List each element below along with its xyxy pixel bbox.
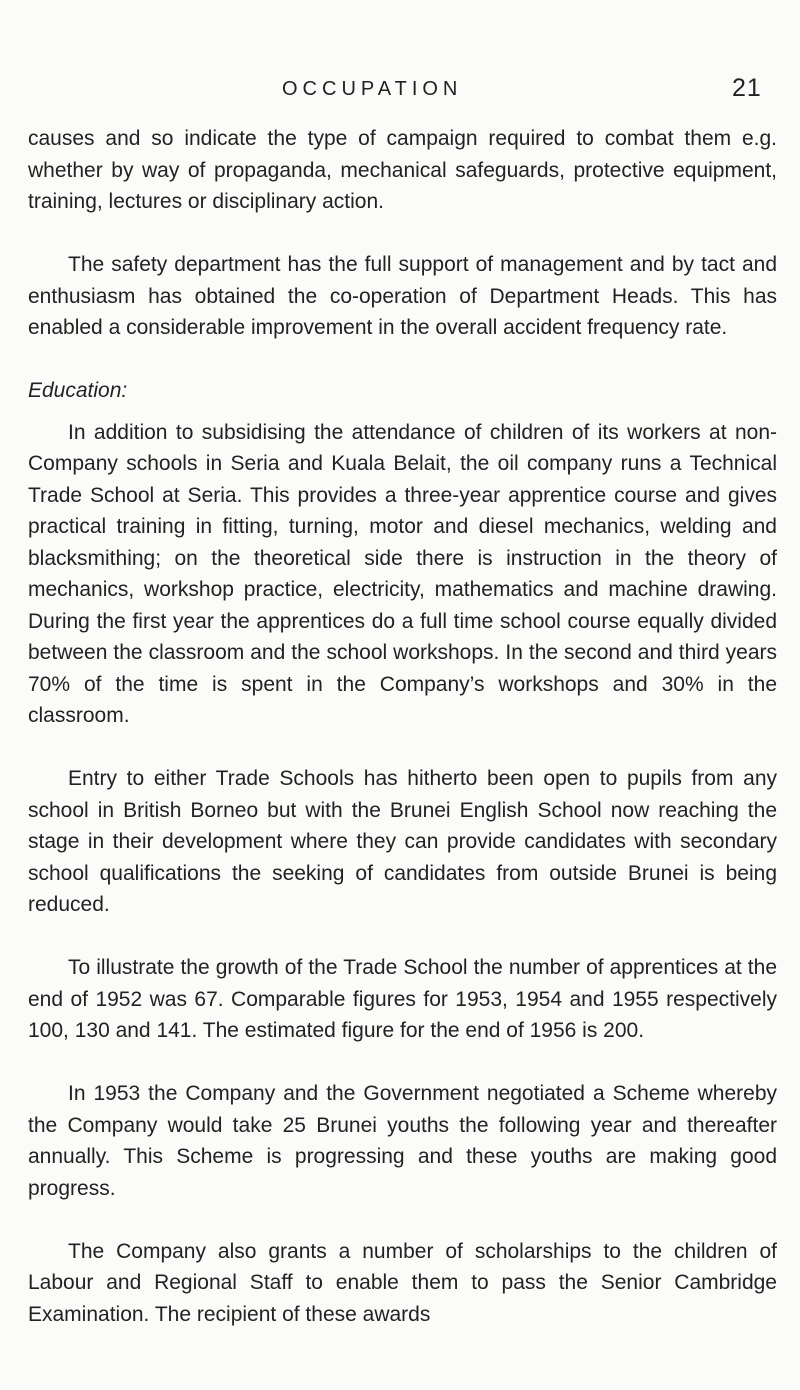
paragraph-safety-department: The safety department has the full support of management and by tact and enthusiasm has obtained the co-operation of Department Heads. This has enabled a considerable improvement in the overall accident frequency rate. (28, 253, 777, 339)
page-number: 21 (732, 74, 762, 102)
paragraph-entry-requirements: Entry to either Trade Schools has hitherto been open to pupils from any school in British Borneo but with the Brunei English School now reaching the stage in their development where they can provide candidates with secondary school qualifications the seeking of candidates from outside Brunei is being reduced. (28, 767, 777, 916)
running-title: OCCUPATION (282, 78, 463, 100)
paragraph-safety-campaign: causes and so indicate the type of campaign required to combat them e.g. whether by way of propaganda, mechanical safeguards, protective equipment, training, lectures or disciplinary action. (28, 127, 777, 213)
paragraph-scholarships: The Company also grants a number of scholarships to the children of Labour and Regional Staff to enable them to pass the Senior Cambridge Examination. The recipient of these awards (28, 1239, 777, 1326)
paragraph-technical-trade-school: In addition to subsidising the attendance of children of its workers at non-Company schools in Seria and Kuala Belait, the oil company runs a Technical Trade School at Seria. This provides a three-year apprentice course and gives practical training in fitting, turning, motor and diesel mechanics, welding and blacksmithing; on the theoretical side there is instruction in the theory of mechanics, workshop practice, electricity, mathematics and machine drawing. During the first year the apprentices do a full time school course equally divided between the classroom and the school workshops. In the second and third years 70% of the time is spent in the Company’s workshops and 30% in the classroom. (28, 420, 777, 727)
paragraph-apprentice-growth: To illustrate the growth of the Trade School the number of apprentices at the end of 1952 was 67. Comparable figures for 1953, 1954 and 1955 respectively 100, 130 and 141. The estimated figure for the end of 1956 is 200. (28, 956, 777, 1042)
section-heading-education: Education: (28, 379, 128, 402)
page-header (0, 74, 800, 114)
page-body (28, 123, 777, 1330)
paragraph-brunei-youth-scheme: In 1953 the Company and the Government negotiated a Scheme whereby the Company would take 25 Brunei youths the following year and thereafter annually. This Scheme is progressing and these youths are making good progress. (28, 1082, 777, 1200)
